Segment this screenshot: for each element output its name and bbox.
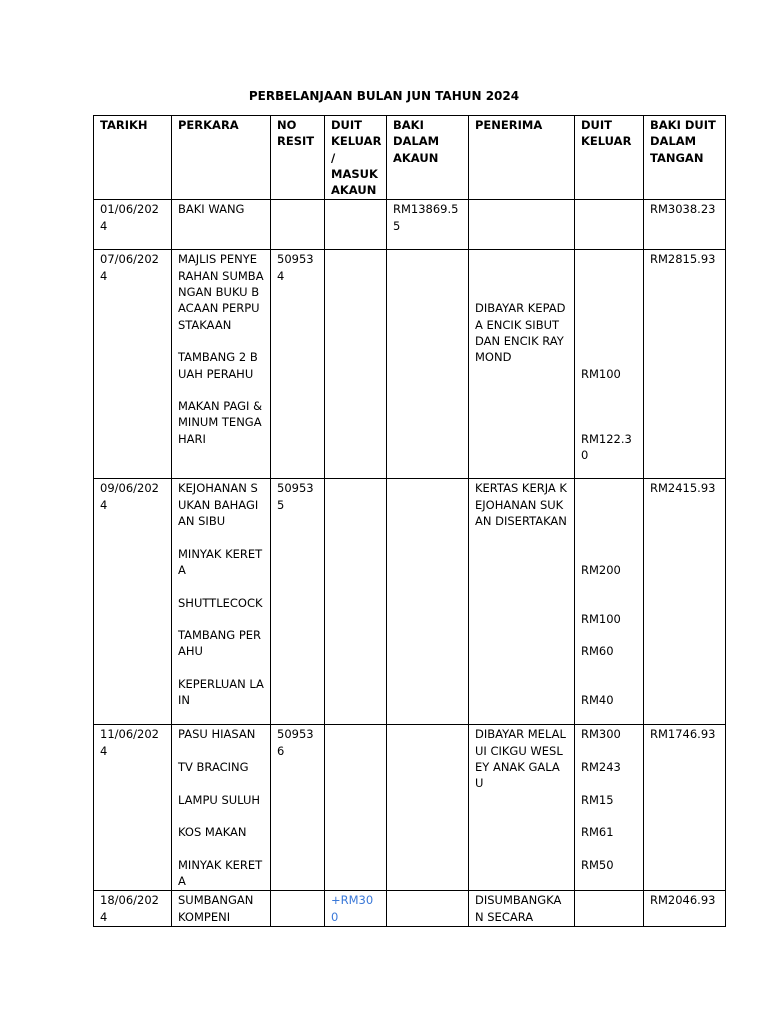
cell-tarikh: 09/06/2024 bbox=[94, 479, 172, 725]
cell-perkara-line: MINYAK KERETA bbox=[178, 546, 263, 577]
header-penerima: PENERIMA bbox=[469, 116, 575, 200]
cell-baki-tangan: RM2046.93 bbox=[644, 891, 726, 927]
cell-duit-keluar-line bbox=[581, 382, 637, 398]
cell-duit-keluar-line: RM50 bbox=[581, 857, 614, 872]
cell-penerima bbox=[469, 200, 575, 250]
cell-baki-tangan: RM3038.23 bbox=[644, 200, 726, 250]
cell-perkara-line: KOS MAKAN bbox=[178, 825, 247, 840]
table-header-row bbox=[94, 116, 726, 200]
cell-duit-keluar-line: RM61 bbox=[581, 825, 614, 840]
cell-perkara bbox=[172, 200, 271, 250]
cell-duit-keluar-line bbox=[581, 676, 637, 692]
cell-penerima bbox=[469, 891, 575, 927]
cell-duit-keluar-masuk bbox=[325, 250, 387, 479]
cell-duit-keluar bbox=[575, 200, 644, 250]
cell-duit-keluar bbox=[575, 725, 644, 891]
header-duit-keluar: DUIT KELUAR bbox=[575, 116, 644, 200]
cell-perkara-line: KEPERLUAN LAIN bbox=[178, 677, 264, 708]
cell-perkara-line: MINYAK KERETA bbox=[178, 857, 263, 889]
cell-perkara-line: TAMBANG 2 BUAH PERAHU bbox=[178, 350, 258, 381]
cell-duit-keluar-line bbox=[581, 480, 637, 496]
cell-duit-keluar-line bbox=[581, 300, 637, 316]
cell-tarikh: 07/06/2024 bbox=[94, 250, 172, 479]
cell-perkara-line bbox=[178, 333, 264, 349]
cell-baki-tangan: RM1746.93 bbox=[644, 725, 726, 891]
cell-duit-keluar-line: RM200 bbox=[581, 562, 621, 577]
cell-duit-keluar-masuk bbox=[325, 725, 387, 891]
cell-penerima-line: KERTAS KERJA KEJOHANAN SUKAN DISERTAKAN bbox=[475, 481, 567, 529]
cell-perkara-line: TAMBANG PERAHU bbox=[178, 628, 262, 659]
cell-perkara-line: MAJLIS PENYERAHAN SUMBANGAN BUKU BACAAN PERPUSTAKAAN bbox=[178, 252, 264, 332]
cell-perkara-line: SUMBANGAN KOMPENI bbox=[178, 893, 258, 924]
cell-baki-akaun bbox=[387, 891, 469, 927]
table-row bbox=[94, 725, 726, 891]
cell-duit-keluar-line bbox=[581, 546, 637, 562]
cell-duit-keluar-line: RM300 bbox=[581, 727, 621, 742]
cell-perkara-line: LAMPU SULUH bbox=[178, 792, 261, 807]
page-title bbox=[0, 88, 768, 104]
cell-duit-keluar-line: RM100 bbox=[581, 366, 621, 381]
page-title-text: PERBELANJAAN BULAN JUN TAHUN 2024 bbox=[248, 89, 520, 103]
cell-no-resit: 509535 bbox=[271, 479, 325, 725]
cell-perkara-line bbox=[178, 611, 264, 627]
cell-duit-keluar-line: RM15 bbox=[581, 792, 614, 807]
cell-perkara-line bbox=[178, 660, 264, 676]
cell-perkara-line bbox=[178, 382, 264, 398]
table-body bbox=[94, 200, 726, 927]
header-duit-keluar-masuk: DUIT KELUAR / MASUK AKAUN bbox=[325, 116, 387, 200]
cell-perkara-line: TV BRACING bbox=[178, 760, 249, 775]
cell-duit-keluar-line: RM60 bbox=[581, 644, 614, 659]
cell-perkara bbox=[172, 725, 271, 891]
header-perkara: PERKARA bbox=[172, 116, 271, 200]
table-row bbox=[94, 891, 726, 927]
cell-duit-keluar-line bbox=[581, 627, 637, 643]
cell-duit-keluar-line: RM243 bbox=[581, 760, 621, 775]
cell-duit-keluar-line bbox=[581, 595, 637, 611]
cell-duit-keluar-line bbox=[581, 268, 637, 284]
cell-duit-keluar-line bbox=[581, 251, 637, 267]
table-row bbox=[94, 479, 726, 725]
cell-duit-keluar-masuk bbox=[325, 200, 387, 250]
cell-duit-keluar-line bbox=[581, 317, 637, 333]
cell-duit-keluar-line bbox=[581, 349, 637, 365]
cell-tarikh: 11/06/2024 bbox=[94, 725, 172, 891]
cell-duit-keluar-line bbox=[581, 743, 637, 759]
cell-perkara-line bbox=[178, 743, 264, 759]
cell-duit-keluar-line bbox=[581, 841, 637, 857]
cell-duit-keluar bbox=[575, 891, 644, 927]
cell-duit-keluar-line: RM122.30 bbox=[581, 431, 632, 463]
header-no-resit: NO RESIT bbox=[271, 116, 325, 200]
cell-duit-keluar-line bbox=[581, 578, 637, 594]
expense-table bbox=[93, 115, 726, 927]
header-baki-akaun: BAKI DALAM AKAUN bbox=[387, 116, 469, 200]
header-tarikh: TARIKH bbox=[94, 116, 172, 200]
cell-penerima bbox=[469, 250, 575, 479]
cell-duit-keluar-masuk bbox=[325, 479, 387, 725]
cell-perkara-line bbox=[178, 578, 264, 594]
cell-perkara-line: BAKI WANG bbox=[178, 202, 245, 217]
cell-baki-tangan: RM2815.93 bbox=[644, 250, 726, 479]
cell-penerima-line: DISUMBANGKAN SECARA bbox=[475, 893, 562, 924]
cell-no-resit: 509536 bbox=[271, 725, 325, 891]
cell-penerima-line: DIBAYAR KEPADA ENCIK SIBUT DAN ENCIK RAYMOND bbox=[475, 301, 566, 365]
cell-penerima-line bbox=[475, 268, 568, 284]
cell-perkara-line: PASU HIASAN bbox=[178, 727, 256, 742]
cell-duit-keluar bbox=[575, 479, 644, 725]
cell-perkara-line bbox=[178, 808, 264, 824]
cell-duit-keluar-line bbox=[581, 284, 637, 300]
cell-perkara bbox=[172, 891, 271, 927]
cell-perkara-line: KEJOHANAN SUKAN BAHAGIAN SIBU bbox=[178, 481, 259, 529]
cell-duit-keluar-line: RM100 bbox=[581, 611, 621, 626]
cell-perkara-line bbox=[178, 775, 264, 791]
table-row bbox=[94, 250, 726, 479]
cell-perkara bbox=[172, 250, 271, 479]
cell-duit-keluar-line bbox=[581, 660, 637, 676]
cell-baki-tangan: RM2415.93 bbox=[644, 479, 726, 725]
cell-penerima bbox=[469, 725, 575, 891]
cell-duit-keluar-line bbox=[581, 513, 637, 529]
cell-duit-keluar-line bbox=[581, 398, 637, 414]
cell-no-resit bbox=[271, 200, 325, 250]
cell-perkara-line: SHUTTLECOCK bbox=[178, 595, 263, 610]
cell-no-resit: 509534 bbox=[271, 250, 325, 479]
cell-perkara bbox=[172, 479, 271, 725]
cell-penerima-line: DIBAYAR MELALUI CIKGU WESLEY ANAK GALAU bbox=[475, 727, 566, 791]
cell-tarikh: 18/06/2024 bbox=[94, 891, 172, 927]
cell-perkara-line: MAKAN PAGI & MINUM TENGAHARI bbox=[178, 399, 266, 446]
cell-penerima-line bbox=[475, 284, 568, 300]
table-row bbox=[94, 200, 726, 250]
cell-duit-keluar-line: RM40 bbox=[581, 693, 614, 708]
cell-perkara-line bbox=[178, 529, 264, 545]
cell-no-resit bbox=[271, 891, 325, 927]
cell-duit-keluar-line bbox=[581, 808, 637, 824]
cell-duit-keluar-masuk: +RM300 bbox=[325, 891, 387, 927]
cell-penerima-line bbox=[475, 251, 568, 267]
cell-duit-keluar bbox=[575, 250, 644, 479]
header-baki-tangan: BAKI DUIT DALAM TANGAN bbox=[644, 116, 726, 200]
cell-baki-akaun bbox=[387, 725, 469, 891]
cell-penerima bbox=[469, 479, 575, 725]
cell-tarikh: 01/06/2024 bbox=[94, 200, 172, 250]
cell-baki-akaun: RM13869.55 bbox=[387, 200, 469, 250]
cell-perkara-line bbox=[178, 841, 264, 857]
cell-duit-keluar-line bbox=[581, 775, 637, 791]
cell-baki-akaun bbox=[387, 479, 469, 725]
cell-baki-akaun bbox=[387, 250, 469, 479]
cell-duit-keluar-line bbox=[581, 529, 637, 545]
cell-duit-keluar-line bbox=[581, 414, 637, 430]
cell-duit-keluar-line bbox=[581, 497, 637, 513]
cell-duit-keluar-line bbox=[581, 333, 637, 349]
